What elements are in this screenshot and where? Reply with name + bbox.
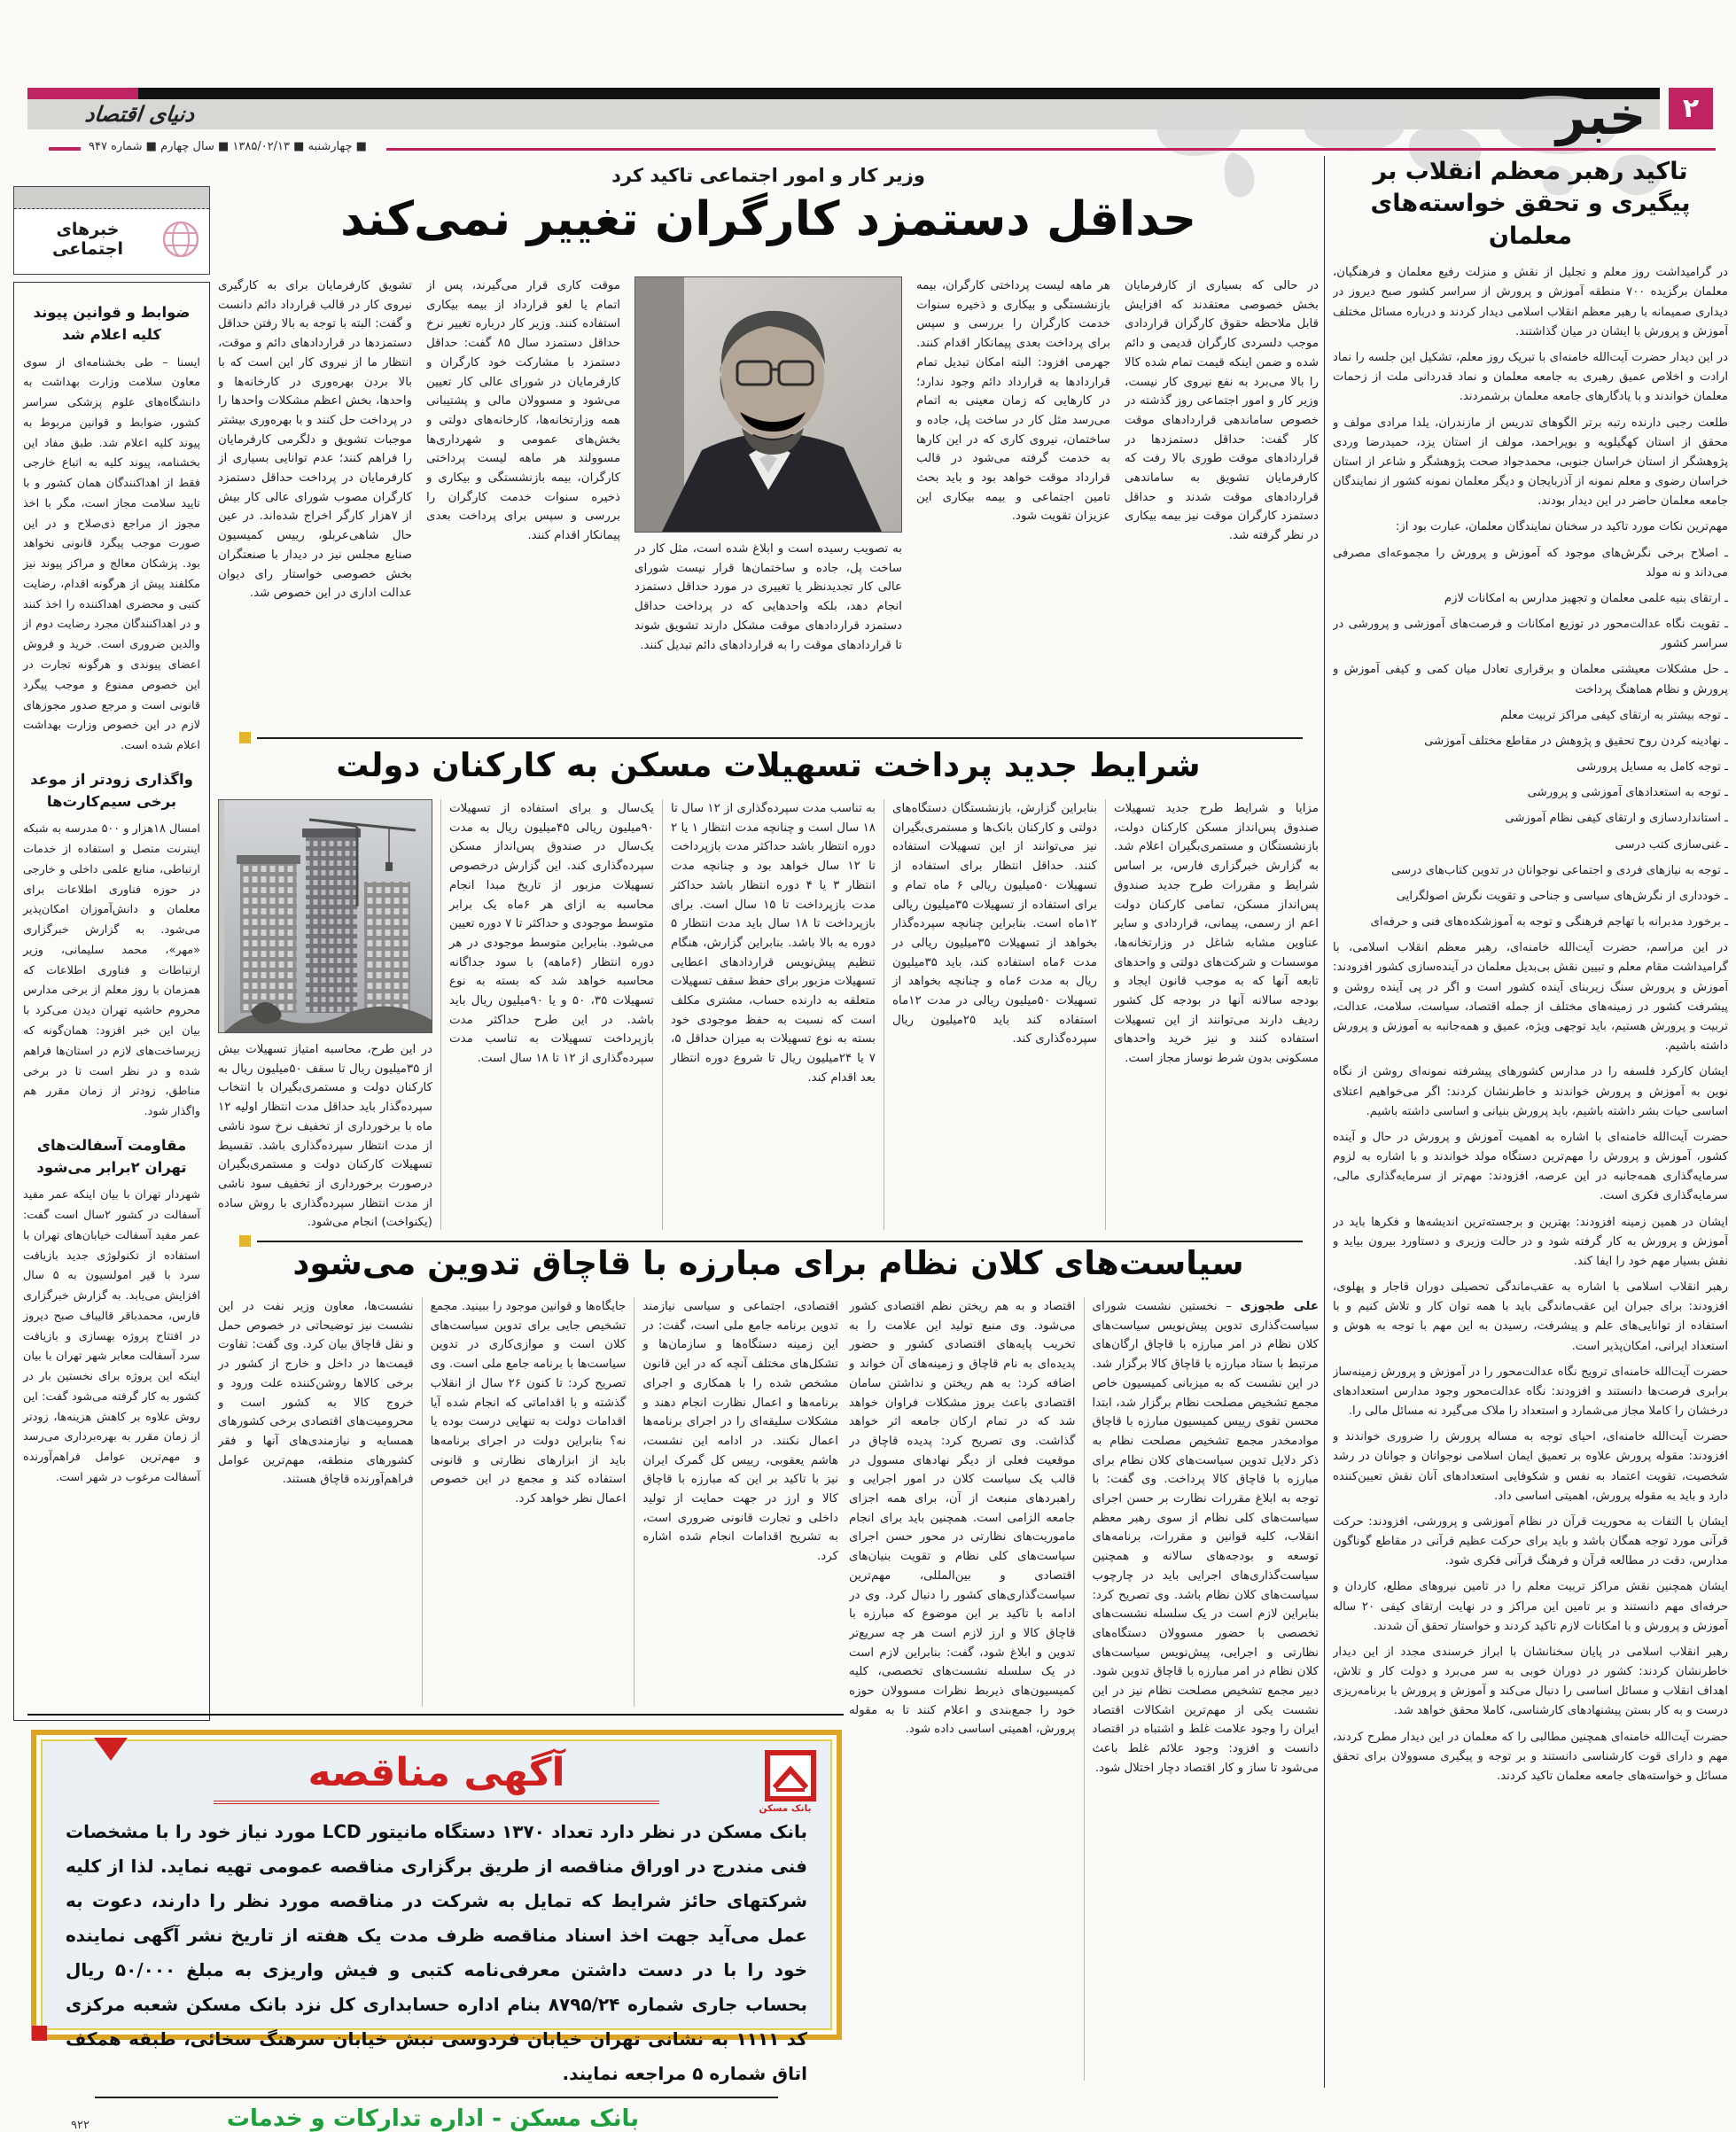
leader-paragraph: ـ توجه کامل به مسایل پرورشی [1576, 760, 1728, 774]
sidebar-article [23, 1135, 200, 1489]
leader-body [1333, 263, 1728, 2096]
smuggling-headline: سیاست‌های کلان نظام برای مبارزه با قاچاق تدوین می‌شود [292, 1244, 1244, 1282]
leader-article [1333, 156, 1728, 2096]
leader-paragraph: ـ اصلاح برخی نگرش‌های موجود که آموزش و پرورش را مجموعه‌ای مصرفی می‌داند و نه مولد [1333, 546, 1728, 580]
sidebar-article-title: مقاومت آسفالت‌های تهران ۲برابر می‌شود [36, 1136, 187, 1176]
leader-paragraph: ایشان با التفات به محوریت قرآن در نظام آموزشی و پرورشی، افزودند: حرکت قرآنی مورد توجه همگان باشد و باید برای حرکت عظیم قرآنی در مقاطع گوناگون مدارس، دقت در مطالعه قرآن و فرهنگ قرآنی فکری شود. [1333, 1514, 1728, 1568]
ad-divider [95, 2097, 777, 2098]
article-column: به تناسب مدت سپرده‌گذاری از ۱۲ سال تا ۱۸ سال است و چنانچه مدت انتظار ۱ یا ۲ دوره انتظار باشد حداکثر مدت بازپرداخت تا ۱۲ سال خواهد بود و چنانچه مدت انتظار ۳ یا ۴ دوره انتظار باشد حداکثر مدت بازپرداخت تا ۱۵ سال است. برای بازپرداخت تا ۱۸ سال باید مدت انتظار ۵ دوره به بالا باشد. بنابراین گزارش، هنگام تنظیم پیش‌نویس قراردادهای اعطایی تسهیلات مزبور برای حفظ سقف تسهیلات متعلقه به دارنده حساب، مشتری مکلف است که نسبت به حفظ موجودی خود بسته به نوع تسهیلات به میزان حداقل ۵، ۷ یا ۲۴میلیون ریال تا شروع دوره انتظار بعد اقدام کند. [663, 799, 884, 1230]
construction-photo [218, 799, 432, 1033]
smuggling-article-body-left [218, 1297, 838, 1707]
leader-paragraph: ـ توجه بیشتر به ارتقای کیفی مراکز تربیت معلم [1500, 708, 1728, 722]
article-column [1085, 1297, 1320, 2081]
article-column: نشست‌ها، معاون وزیر نفت در این نشست نیز توضیحاتی در خصوص حمل و نقل قاچاق بیان کرد. وی گفت: تفاوت قیمت‌ها در داخل و خارج از کشور در برخی کالاها روشن‌کننده علت ورود و خروج کالا به کشور است و محرومیت‌های اقتصادی برخی کشورهای همسایه و نیازمندی‌های آنها و فقر کشورهای منطقه، مهم‌ترین عوامل فراهم‌آورنده قاچاق هستند. [218, 1297, 423, 1707]
section-separator [239, 732, 1303, 743]
leader-paragraph: ـ توجه به استعدادهای آموزشی و پرورشی [1527, 786, 1728, 800]
sidebar-article-body: امسال ۱۸هزار و ۵۰۰ مدرسه به شبکه اینترنت متصل و استفاده از خدمات ارتباطی، منابع علمی داخلی و خارجی در حوزه فناوری اطلاعات برای معلمان و دانش‌آموزان امکان‌پذیر می‌شود. به گزارش خبرگزاری «مهر»، محمد سلیمانی، وزیر ارتباطات و فناوری اطلاعات که همزمان با روز معلم از برخی مدارس محروم حاشیه تهران دیدن می‌کرد با بیان این خبر افزود: همان‌گونه که زیرساخت‌های لازم در استان‌ها فراهم شده و در نظر است تا در برخی مناطق، زودتر از زمان مقرر هم واگذار شود. [23, 822, 200, 1119]
page-number-badge: ۲ [1669, 88, 1713, 129]
leader-headline [1333, 156, 1728, 253]
smuggling-article-body-right [849, 1297, 1319, 2081]
byline: علی طجوزی [1240, 1300, 1319, 1313]
leader-paragraph: حضرت آیت‌الله خامنه‌ای ترویج نگاه عدالت‌محور را در آموزش و پرورش زمینه‌ساز برابری فرصت‌ها دانستند و افزودند: نگاه عدالت‌محور وجود مدارس استعدادهای درخشان را کاملا مجاز می‌شمارد و استعداد را ملاک می‌گیرد نه مسائل مالی را. [1333, 1365, 1728, 1419]
bank-logo-label: بانک مسکن [759, 1803, 812, 1814]
bank-maskan-logo [754, 1750, 816, 1814]
globe-icon [161, 220, 200, 259]
sidebar-header-strip [14, 187, 209, 209]
leader-paragraph: ایشان کارکرد فلسفه را در مدارس کشورهای پیشرفته نمونه‌ای روشن از نگاه نوین به آموزش و پرورش خواندند و خاطرنشان کردند: اگر می‌خواهیم اعتلای اساسی حیات بشر داشته باشیم، باید پرورش بنیانی و اساسی داشته باشیم. [1333, 1065, 1728, 1118]
article-column: بنابراین گزارش، بازنشستگان دستگاه‌های دولتی و کارکنان بانک‌ها و مستمری‌بگیران نیز می‌توانند از این تسهیلات استفاده کنند. حداقل انتظار برای استفاده از تسهیلات ۵۰میلیون ریالی ۶ ماه تمام و برای استفاده از تسهیلات ۳۵میلیون ریالی ۱۲ماه است. بنابراین چنانچه سپرده‌گذار بخواهد از تسهیلات ۳۵میلیون ریالی در مدت ۶ماه استفاده کند، باید ۳۵میلیون ریال به مدت ۶ماه و چنانچه بخواهد از تسهیلات ۵۰میلیون ریالی در مدت ۱۲ماه استفاده کند باید ۲۵میلیون ریال سپرده‌گذاری کند. [884, 799, 1106, 1230]
sidebar-article-body: ایسنا – طی بخشنامه‌ای از سوی معاون سلامت وزارت بهداشت به دانشگاه‌های علوم پزشکی سراسر کشور، ضوابط و قوانین مربوط به پیوند کلیه اعلام شد. طبق مفاد این بخشنامه، پیوند کلیه به اتباع خارجی فقط از اهداکنندگان همان کشور و با تایید سلامت مجاز است، مگر با اخذ مجوز از مراجع ذی‌صلاح و در این صورت موجب پیگرد قانونی نخواهد بود. پزشکان معالج و مراکز پیوند نیز مکلفند پیش از هرگونه اقدام، رضایت کتبی و محضری اهداکننده را اخذ کنند و در اهداکنندگان مجرد رضایت دوم از والدین ضروری است. خرید و فروش اعضای پیوندی و هرگونه تجارت در این خصوص ممنوع و موجب پیگرد قانونی است و مرجع صدور مجوزهای لازم در این خصوص وزارت بهداشت اعلام شده است. [23, 355, 200, 753]
sidebar-article-title: واگذاری زودتر از موعد برخی سیم‌کارت‌ها [30, 770, 193, 810]
article-column: اقتصادی، اجتماعی و سیاسی نیازمند تدوین برنامه جامع ملی است، گفت: در این زمینه دستگاه‌ها و سازمان‌ها و تشکل‌های مختلف آنچه که در این قانون مشخص شده را با همکاری و اجرای برنامه‌ها و اعمال نظارت انجام دهند و مشکلات سلیقه‌ای را در اجرای برنامه‌ها اعمال نکنند. در ادامه این نشست، هاشم یعقوبی، رییس کل گمرک ایران نیز با تاکید بر این که مبارزه با قاچاق کالا و ارز در جهت حمایت از تولید داخلی و تجارت قانونی ضروری است، به تشریح اقدامات انجام شده اشاره کرد. [642, 1300, 838, 1564]
housing-article-body [218, 799, 1319, 1230]
leader-paragraph: ـ تقویت نگاه عدالت‌محور در توزیع امکانات و فرصت‌های آموزشی و پرورشی در سراسر کشور [1333, 618, 1728, 651]
dateline-rule [386, 148, 1716, 151]
ad-title: آگهی مناقصه [214, 1750, 658, 1804]
leader-paragraph: در گرامیداشت روز معلم و تجلیل از نقش و منزلت رفیع معلمان و فرهنگیان، معلمان برگزیده ۷۰۰ منطقه آموزش و پرورش از سراسر کشور صبح دیروز در دیداری صمیمانه با رهبر معظم انقلاب اسلامی دیدار کردند و درباره مسائل مختلف آموزش و پرورش با ایشان در میان گذاشتند. [1333, 266, 1728, 338]
house-icon [765, 1750, 816, 1801]
ad-ref-number: ۹۲۲ [71, 2119, 90, 2132]
article-column-text: به تصویب رسیده است و ابلاغ شده است، مثل کار در ساخت پل، جاده و ساختمان‌ها قرار نیست شورای عالی کار تجدیدنظر یا تغییری در مورد حداقل دستمزد انجام دهد، بلکه واحدهایی که در پرداخت حداقل دستمزد قراردادهای موقت مشکل دارند تشویق شوند تا قراردادهای موقت را به قراردادهای دائم تبدیل کنند. [634, 542, 902, 652]
article-column [218, 799, 441, 1230]
masthead-accent-bar [27, 88, 138, 99]
leader-paragraph: در این دیدار حضرت آیت‌الله خامنه‌ای با تبریک روز معلم، تشکیل این جلسه را نماد ارادت و اخلاص عمیق رهبری به جامعه معلمان و نماد قدردانی ملت از زحمات معلمان خواندند و با یادگارهای جامعه معلمان برشمردند. [1333, 351, 1728, 404]
separator-square-icon [239, 732, 251, 743]
sidebar-article [23, 769, 200, 1123]
leader-paragraph: حضرت آیت‌الله خامنه‌ای با اشاره به اهمیت آموزش و پرورش در حال و آینده کشور، آموزش و پرورش را مهم‌ترین دستگاه مولد خواندند و با اشاره به لزوم سرمایه‌گذاری همه‌جانبه در این عرصه، افزودند: مهم‌تر از سرمایه‌گذاری مالی، سرمایه‌گذاری فکری است. [1333, 1130, 1728, 1203]
leader-paragraph: ـ حل مشکلات معیشتی معلمان و برقراری تعادل میان کمی و کیفی آموزش و پرورش و نظام هماهنگ پرداخت [1333, 663, 1728, 696]
column-divider-rule [1324, 156, 1325, 2088]
minister-photo [634, 276, 902, 533]
article-column: اقتصاد و به هم ریختن نظم اقتصادی کشور می‌شود. وی منبع تولید این علامت را به تخریب پایه‌های اقتصادی کشور و حضور پدیده‌ای به نام قاچاق و زمینه‌های آن خواند و اضافه کرد: به هم ریختن و نداشتن سامان اقتصادی باعث بروز مشکلات فراوان خواهد شد که در تمام ارکان جامعه اثر خواهد گذاشت. وی تصریح کرد: پدیده قاچاق در موقعیت فعلی از دیگر نهادهای مسوول در قالب یک سیاست کلان در امور اجرایی و راهبردهای منبعث از آن، برای همه اجزای جامعه الزامی است. همچنین باید برای انجام ماموریت‌های نظارتی در محور حسن اجرای سیاست‌های کلی نظام و تقویت بنیان‌های اقتصادی و بین‌المللی، مهم‌ترین سیاست‌گذاری‌های کشور را دنبال کرد. وی در ادامه با تاکید بر این موضوع که مبارزه با قاچاق کالا و ارز لازم است هر چه سریع‌تر تدوین و ابلاغ شود، گفت: بنابراین لازم است در یک سلسله نشست‌های تخصصی، کلیه کمیسیون‌های ذیربط نظرات مسوولان حوزه خود را جمع‌بندی و اعلام کنند تا به مقوله پرورش، اهمیتی اساسی داده شود. [849, 1297, 1085, 2081]
article-column: هر ماهه لیست پرداختی کارگران، بیمه بازنشستگی و بیکاری و ذخیره سنوات خدمت کارگران را بررسی و سپس برای پرداخت بعدی پیمانکار اقدام کنند. جهرمی افزود: البته امکان تبدیل تمام قراردادها به قرارداد دائم وجود ندارد؛ در کارهایی که زمان معینی به اتمام می‌رسد مثل کار در ساخت پل، جاده و ساختمان، نیروی کاری که در این کارها به خدمت گرفته می‌شود در قالب قرارداد موقت خواهد بود و باید بحث تامین اجتماعی و بیمه بیکاری این عزیزان تقویت شود. [916, 279, 1110, 524]
lead-article-body [218, 276, 1319, 709]
leader-paragraph: ـ خودداری از نگرش‌های سیاسی و جناحی و تقویت نگرش اصولگرایی [1396, 889, 1728, 903]
dateline-dash [49, 147, 81, 151]
red-triangle-icon [94, 1738, 128, 1761]
article-column: مزایا و شرایط طرح جدید تسهیلات صندوق پس‌انداز مسکن کارکنان دولت، بازنشستگان و مستمری‌بگیران اعلام شد. به گزارش خبرگزاری فارس، بر اساس شرایط و مقررات طرح جدید صندوق پس‌انداز مسکن، تمامی کارکنان دولت اعم از رسمی، پیمانی، قراردادی و سایر عناوین مشابه شاغل در وزارتخانه‌ها، موسسات و شرکت‌های دولتی و واحدهای تابعه آنها که به موجب قانون ایجاد و بودجه سالانه آنها در بودجه کل کشور ردیف دارند می‌توانند از این تسهیلات استفاده کنند و نیز خرید واحدهای مسکونی بدون شرط نوساز مجاز است. [1114, 802, 1319, 1066]
housing-headline: شرایط جدید پرداخت تسهیلات مسکن به کارکنان دولت [336, 746, 1201, 784]
leader-paragraph: رهبر انقلاب اسلامی در پایان سخنانشان با ابراز خرسندی مجدد از این دیدار خاطرنشان کردند: کشور در دوران خوبی به سر می‌برد و دولت کار و تلاش، اهداف انقلاب و مسائل اساسی را دنبال می‌کند و آموزش و پرورش با برنامه‌ریزی درست و به کار بستن پیشنهادهای کارشناسی، کاملا محقق خواهد شد. [1333, 1645, 1728, 1718]
leader-paragraph: طلعت رجبی دارنده رتبه برتر الگوهای تدریس از مازندران، یلدا مرادی مولف و محقق از استان کهگیلویه و بویراحمد، مولف از استان یزد، حمیدرضا وردی پژوهشگر از استان خراسان جنوبی، محمدجواد صحت پژوهشگر و شاعر از استان خراسان رضوی و معلم نمونه از آذربایجان و دیگر معلمان نمونه کشور از نمایندگان جامعه معلمان حاضر در این دیدار بودند. [1333, 416, 1728, 509]
newspaper-logo: دنیای اقتصاد [83, 102, 196, 127]
sidebar-header-box [13, 186, 210, 275]
ad-body: بانک مسکن در نظر دارد تعداد ۱۳۷۰ دستگاه مانیتور LCD مورد نیاز خود را با مشخصات فنی مندرج در اوراق مناقصه از طریق برگزاری مناقصه عمومی تهیه نماید. لذا از کلیه شرکتهای حائز شرایط که تمایل به شرکت در مناقصه مورد نظر را دارند، دعوت به عمل می‌آید جهت اخذ اسناد مناقصه ظرف مدت یک هفته از تاریخ نشر آگهی نماینده خود را با در دست داشتن معرفی‌نامه کتبی و فیش واریزی به مبلغ ۵۰/۰۰۰ ریال بحساب جاری شماره ۸۷۹۵/۲۴ بنام اداره حسابداری کل نزد بانک مسکن شعبه مرکزی کد ۱۱۱۱ به نشانی تهران خیابان فردوسی نبش خیابان سرهنگ سخائی، طبقه همکف اتاق شماره ۵ مراجعه نمایند. [66, 1821, 807, 2084]
article-column-text: در این طرح، محاسبه امتیاز تسهیلات بیش از ۳۵میلیون ریال تا سقف ۵۰میلیون ریال به کارکنان دولت و مستمری‌بگیران با انتخاب سپرده‌گذار باید حداقل مدت انتظار اولیه ۱۲ ماه با برخورداری از تخفیف نرخ سود ناشی از مدت انتظار سپرده‌گذاری باشد. تقسیط تسهیلات کارکنان دولت و مستمری‌بگیران درصورت برخورداری از تخفیف سود ناشی از مدت انتظار سپرده‌گذاری با روش ساده (یکنواخت) انجام می‌شود. [218, 1043, 432, 1230]
leader-headline-line1: تاکید رهبر معظم انقلاب بر [1373, 158, 1688, 185]
sidebar-article [23, 302, 200, 757]
article-column: تشویق کارفرمایان برای به کارگیری نیروی کار در قالب قرارداد دائم دانست و گفت: البته با توجه به بالا رفتن حداقل دستمزدها در قراردادهای دائم و موقت، انتظار ما از نیروی کار این است که با بالا بردن بهره‌وری در کارخانه‌ها و واحدها، بخش اعظم مشکلات واحدها را در پرداخت حل کنند و با بهره‌وری بیشتر موجبات تشویق و دلگرمی کارفرمایان را فراهم کنند؛ عدم توانایی بسیاری از کارفرمایان در پرداخت حداقل دستمزد کارگران مصوب شورای عالی کار بیش از ۷هزار کارگر اخراج شده‌اند. در عین حال شاهی‌عربلو، رییس کمیسیون صنایع مجلس نیز در دیدار با صنعتگران بخش خصوصی خواستار رای دیوان عدالت اداری در این خصوص شد. [218, 279, 412, 601]
sidebar-article-title: ضوابط و قوانین پیوند کلیه اعلام شد [33, 304, 191, 343]
leader-paragraph: حضرت آیت‌الله خامنه‌ای همچنین مطالبی را که معلمان در این دیدار مطرح کردند، مهم و دارای قوت کارشناسی دانستند و بر توجه و پیگیری مسوولان برای تحقق مسائل و خواسته‌های جامعه معلمان تاکید کردند. [1333, 1730, 1728, 1783]
leader-paragraph: ایشان در همین زمینه افزودند: بهترین و برجسته‌ترین اندیشه‌ها و فکرها باید در آموزش و پرورش به کار گرفته شود و در حالت وزیری و دستاورد بیرون بیاید و نقش بسیار مهم خود را ایفا کند. [1333, 1215, 1728, 1268]
leader-paragraph: حضرت آیت‌الله خامنه‌ای، احیای توجه به مساله پرورش را ضروری خواندند و افزودند: مقوله پرورش علاوه بر تعمیق ایمان اسلامی نوجوانان و جوانان در رشد شخصیت، تقویت اعتماد به نفس و شکوفایی استعدادهای آنان نقش تعیین‌کننده دارد و باید به مقوله پرورش، اهمیتی اساسی داد. [1333, 1430, 1728, 1503]
article-column: موقت کاری قرار می‌گیرند، پس از اتمام یا لغو قرارداد از بیمه بیکاری استفاده کنند. وزیر کار درباره تغییر نرخ حداقل دستمزد سال ۸۵ گفت: حداقل دستمزد با مشارکت خود کارگران و کارفرمایان در شورای عالی کار تعیین می‌شود و مسوولان مالی و پشتیبانی همه وزارتخانه‌ها، کارخانه‌های دولتی و بخش‌های عمومی و شهرداری‌ها مسوولند هر ماهه لیست پرداختی کارگران، بیمه بازنشستگی و بیکاری و ذخیره سنوات خدمت کارگران را بررسی و سپس برای پرداخت بعدی پیمانکار اقدام کنند. [426, 279, 620, 543]
ad-signature: بانک مسکن - اداره تدارکات و خدمات [226, 2105, 639, 2132]
leader-paragraph: در این مراسم، حضرت آیت‌الله خامنه‌ای، رهبر معظم انقلاب اسلامی، با گرامیداشت مقام معلم و تبیین نقش بی‌بدیل معلمان در آینده‌سازی کشور افزودند: آموزش و پرورش سنگ زیربنای آینده کشور است و اگر در پی آینده روشن و پیشرفت کشور در زمینه‌های مختلف از جمله اقتصاد، سیاست، سلامت، عدالت، تربیت و پرورش هستیم، باید توجهی ویژه، عمیق و همه‌جانبه به آموزش و پرورش داشته باشیم. [1333, 941, 1728, 1054]
article-column: یک‌سال و برای استفاده از تسهیلات ۹۰میلیون ریالی ۴۵میلیون ریال به مدت یک‌سال در صندوق پس‌انداز مسکن سپرده‌گذاری کند. این گزارش درخصوص تسهیلات مزبور از تاریخ مبدا انجام محاسبه به ازای هر ۶ماه یک برابر متوسط موجودی و حداکثر تا ۷ دوره تعیین می‌شود. بنابراین متوسط موجودی در هر دوره انتظار (۶ماهه) با سود جداگانه محاسبه خواهد شد که بسته به نوع تسهیلات ۳۵، ۵۰ و یا ۹۰میلیون ریال باید باشد. در این طرح حداکثر مدت بازپرداخت تسهیلات به تناسب مدت سپرده‌گذاری از ۱۲ تا ۱۸ سال است. [441, 799, 663, 1230]
leader-paragraph: ـ استانداردسازی و ارتقای کیفی نظام آموزشی [1505, 812, 1728, 826]
leader-headline-line2: پیگیری و تحقق خواسته‌های معلمان [1370, 190, 1691, 250]
leader-paragraph: ـ نهادینه کردن روح تحقیق و پژوهش در مقاطع مختلف آموزشی [1424, 734, 1728, 748]
lead-headline: حداقل دستمزد کارگران تغییر نمی‌کند [339, 192, 1197, 246]
ad-top-rule [27, 1714, 844, 1716]
leader-paragraph: ایشان همچنین نقش مراکز تربیت معلم را در تامین نیروهای مطلع، کاردان و حرفه‌ای مهم دانستند و بر تامین این مراکز و در نهایت ارتقای کیفی ۲۰ ساله آموزش و پرورش و با امکانات لازم تاکید کردند و خواستار تحقق آن شدند. [1333, 1580, 1728, 1633]
leader-paragraph: ـ توجه به نیازهای فردی و اجتماعی نوجوانان در تدوین کتاب‌های درسی [1391, 863, 1728, 877]
article-column: جایگاه‌ها و قوانین موجود را ببینید. مجمع تشخیص جایی برای تدوین سیاست‌های کلان است و موازی‌کاری در تدوین سیاست‌ها با برنامه جامع ملی است. وی تصریح کرد: تا کنون ۲۶ سال از انقلاب گذشته و با اقداماتی که انجام شده آیا اقدامات دولت به تنهایی درست بوده یا نه؟ بنابراین دولت در اجرای برنامه‌ها باید از ابزارهای نظارتی و قانونی استفاده کند و مجمع در این خصوص اعمال نظر خواهد کرد. [423, 1297, 635, 1707]
sidebar-title: خبرهای اجتماعی [51, 220, 124, 259]
leader-paragraph: ـ غنی‌سازی کتب درسی [1615, 837, 1728, 852]
leader-paragraph: رهبر انقلاب اسلامی با اشاره به عقب‌ماندگی تحصیلی دوران قاجار و پهلوی، افزودند: برای جبران این عقب‌ماندگی باید با همه توان کار و تلاش کنیم و با استفاده از توانایی‌های علم و پیشرفت، رسیدن به این مهم با توجه به هوش و استعداد ایرانی، امکان‌پذیر است. [1333, 1280, 1728, 1353]
leader-paragraph: ـ برخورد مدبرانه با تهاجم فرهنگی و توجه به آموزشکده‌های فنی و حرفه‌ای [1370, 915, 1728, 930]
sidebar-article-body: شهردار تهران با بیان اینکه عمر مفید آسفالت در کشور ۲سال است گفت: عمر مفید آسفالت خیابان‌های تهران با استفاده از تکنولوژی جدید بازیافت سرد با قیر امولسیون به ۵ سال افزایش می‌یابد. به گزارش خبرگزاری فارس، محمدباقر قالیباف صبح دیروز در افتتاح پروژه بهسازی و بازیافت سرد آسفالت معابر شهر تهران با بیان اینکه این پروژه برای نخستین بار در کشور به کار گرفته می‌شود گفت: این روش علاوه بر کاهش هزینه‌ها، زودتر از زمان مقرر به بهره‌برداری می‌رسد و مهم‌ترین عوامل فراهم‌آورنده آسفالت مرغوب در شهر است. [23, 1188, 201, 1485]
dateline: ■ چهارشنبه ■ ۱۳۸۵/۰۲/۱۳ ■ سال چهارم ■ شماره ۹۴۷ [89, 140, 367, 153]
red-corner-square [32, 2026, 47, 2041]
leader-paragraph: ـ ارتقای بنیه علمی معلمان و تجهیز مدارس به امکانات لازم [1444, 591, 1728, 605]
lead-kicker: وزیر کار و امور اجتماعی تاکید کرد [611, 165, 925, 186]
tender-ad-box [31, 1730, 842, 2132]
article-column-text: – نخستین نشست شورای سیاست‌گذاری تدوین پیش‌نویس سیاست‌های کلان نظام در امر مبارزه با قاچاق ارگان‌های مرتبط با ستاد مبارزه با قاچاق کالا برگزار شد. در این نشست که به میزبانی کمیسیون خاص مجمع تشخیص مصلحت نظام برگزار شد، ابتدا محسن تقوی رییس کمیسیون مبارزه با قاچاق موادمخدر مجمع تشخیص مصلحت نظام به ذکر دلایل تدوین سیاست‌های کلان نظام برای مبارزه با قاچاق کالا پرداخت. وی گفت: با توجه به ابلاغ مقررات نظارت بر حسن اجرای سیاست‌های کلی نظام از سوی رهبر معظم انقلاب، کلیه قوانین و مقررات، برنامه‌های توسعه و بودجه‌های سالانه و همچنین سیاست‌گذاری‌های اجرایی باید در چارچوب سیاست‌های کلان نظام باشد. وی تصریح کرد: بنابراین لازم است در یک سلسله نشست‌های تخصصی با حضور مسوولان دستگاه‌های نظارتی و اجرایی، پیش‌نویس سیاست‌های کلان نظام در امر مبارزه با قاچاق تدوین شود. دبیر مجمع تشخیص مصلحت نظام نیز در این نشست یکی از مهم‌ترین اشکالات اقتصاد ایران را وجود علامت غلط و اشتباه در اقتصاد دانست و افزود: وجود علائم غلط باعث می‌شود تا ساز و کار اقتصاد دچار اختلال شود. [1092, 1300, 1319, 1775]
section-title: خبر [1556, 86, 1646, 146]
article-column [634, 276, 902, 709]
leader-paragraph: مهم‌ترین نکات مورد تاکید در سخنان نمایندگان معلمان، عبارت بود از: [1395, 520, 1728, 534]
article-column: در حالی که بسیاری از کارفرمایان بخش خصوصی معتقدند که افزایش قابل ملاحظه حقوق کارگران قراردادی موجب دلسردی کارگران قدیمی و دائم شده و ضمن اینکه قیمت تمام شده کالا را بالا می‌برد به نفع نیروی کار نیست، وزیر کار و امور اجتماعی روز گذشته در خصوص ساماندهی قراردادهای موقت کار گفت: حداقل دستمزدها در قراردادهای موقت طوری بالا رفت که کارفرمایان تشویق به ساماندهی قراردادهای موقت شدند و حداقل دستمزد کارگران موقت نیز بیمه بیکاری در نظر گرفته شد. [1125, 279, 1319, 543]
sidebar-articles-box [13, 282, 210, 1721]
